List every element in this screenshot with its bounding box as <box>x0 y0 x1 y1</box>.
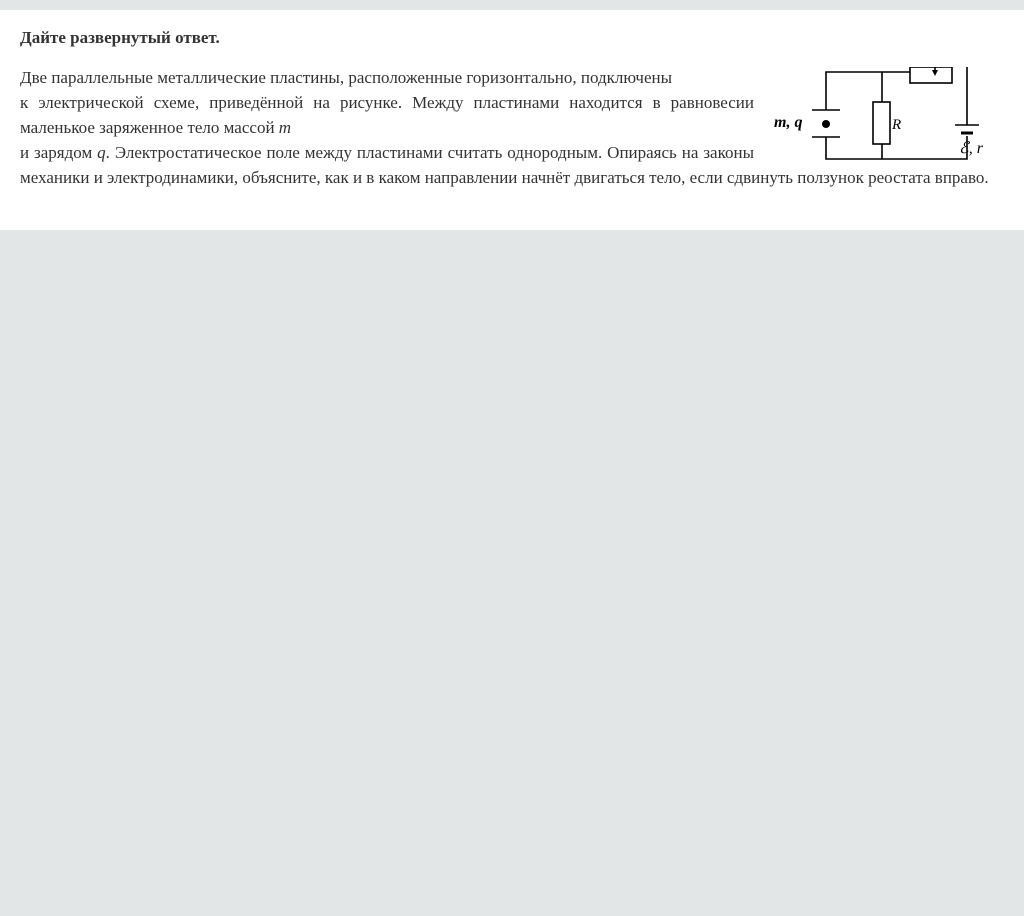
task-line-2: к электрической схеме, приведённой на рисунке. Между пластинами находится в равновесии маленькое заряженное тело массой <box>20 93 754 137</box>
resistor-icon <box>873 102 890 144</box>
wire-top-left <box>826 72 910 89</box>
wire-bottom <box>826 136 967 159</box>
task-text <box>20 65 998 190</box>
label-m-q: m, q <box>774 114 803 131</box>
label-emf: ℰ, r <box>959 140 983 157</box>
mass-symbol: m <box>278 118 292 137</box>
rheostat-icon <box>910 67 952 83</box>
task-card <box>0 10 1024 230</box>
task-line-3-start: и зарядом <box>20 143 93 162</box>
task-heading: Дайте развернутый ответ. <box>20 28 220 47</box>
label-resistor: R <box>892 117 902 133</box>
charged-body-icon <box>822 120 830 128</box>
charge-symbol: q <box>97 143 106 162</box>
circuit-diagram <box>774 67 998 165</box>
task-line-1: Две параллельные металлические пластины, расположенные горизонтально, подключены <box>20 68 673 87</box>
task-line-3-rest: . Электростатическое поле между пластинами считать однородным. Опираясь на законы механики и электродинамики, объясните, как и в каком направлении начнёт двигаться тело, если сдвинуть ползунок реостата вправо. <box>20 143 989 187</box>
